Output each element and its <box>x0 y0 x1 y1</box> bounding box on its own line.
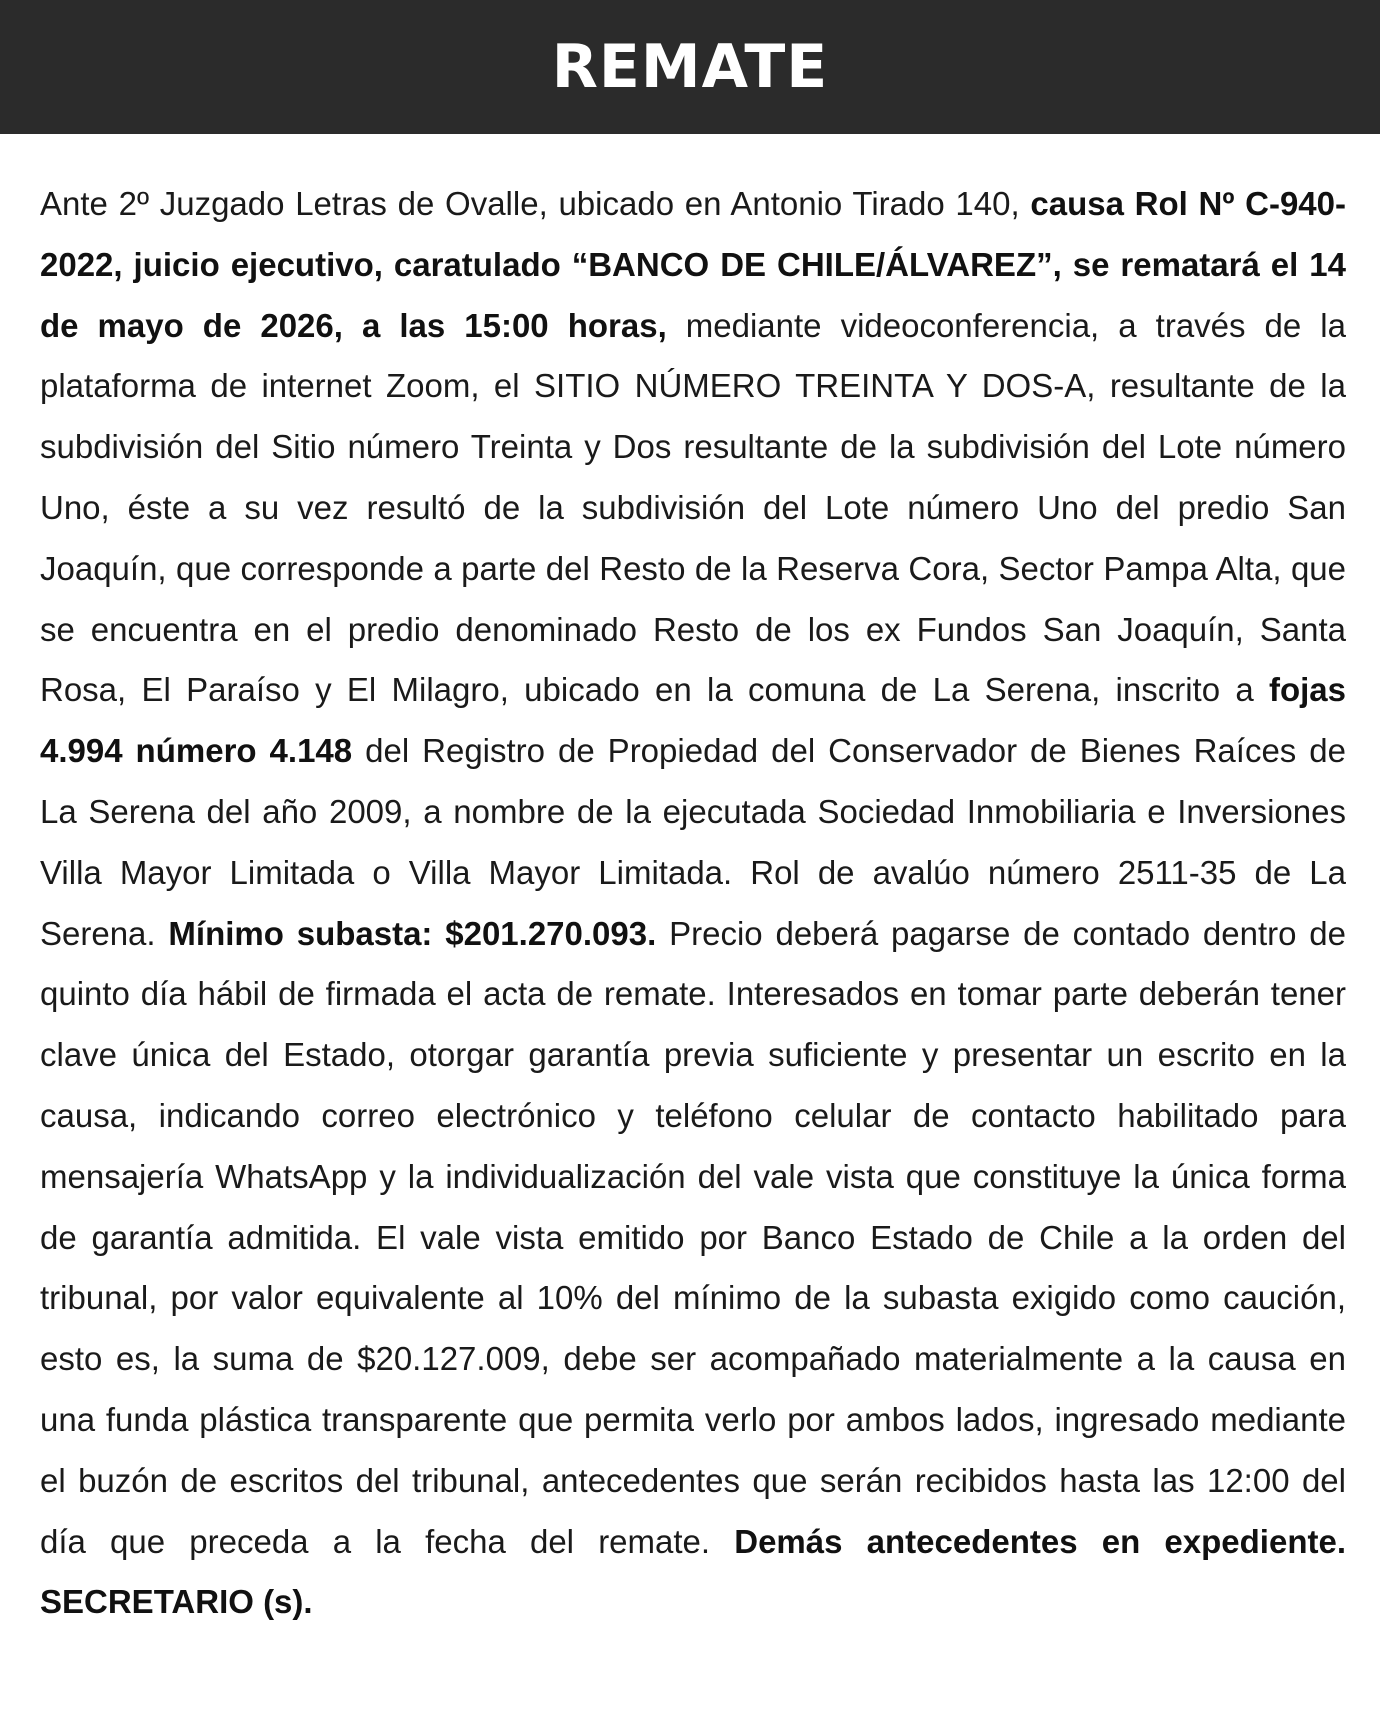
notice-text-registry: del Registro de Propiedad del Conservador de Bienes Raíces de La Serena del año 2009, a nombre de la ejecutada Sociedad Inmobiliaria e Inversiones Villa Mayor Limitada o Villa Mayor Limitada. Rol de avalúo número 2511-35 de La Serena. <box>40 732 1346 952</box>
notice-closing: Demás antecedentes en expediente. SECRETARIO (s). <box>40 1522 1346 1621</box>
header-bar <box>0 0 1380 134</box>
notice-text-intro: Ante 2º Juzgado Letras de Ovalle, ubicado en Antonio Tirado 140, <box>40 185 1031 222</box>
notice-text-conditions: Precio deberá pagarse de contado dentro de quinto día hábil de firmada el acta de remate. Interesados en tomar parte deberán tener clave única del Estado, otorgar garantía previa suficiente y presentar un escrito en la causa, indicando correo electrónico y teléfono celular de contacto habilitado para mensajería WhatsApp y la individualización del vale vista que constituye la única forma de garantía admitida. El vale vista emitido por Banco Estado de Chile a la orden del tribunal, por valor equivalente al 10% del mínimo de la subasta exigido como caución, esto es, la suma de $20.127.009, debe ser acompañado materialmente a la causa en una funda plástica transparente que permita verlo por ambos lados, ingresado mediante el buzón de escritos del tribunal, antecedentes que serán recibidos hasta las 12:00 del día que preceda a la fecha del remate. <box>40 914 1346 1560</box>
notice-text-property: mediante videoconferencia, a través de la plataforma de internet Zoom, el SITIO NÚMERO TREINTA Y DOS-A, resultante de la subdivisión del Sitio número Treinta y Dos resultante de la subdivisión del Lote número Uno, éste a su vez resultó de la subdivisión del Lote número Uno del predio San Joaquín, que corresponde a parte del Resto de la Reserva Cora, Sector Pampa Alta, que se encuentra en el predio denominado Resto de los ex Fundos San Joaquín, Santa Rosa, El Paraíso y El Milagro, ubicado en la comuna de La Serena, inscrito a <box>40 306 1346 709</box>
notice-case-details: causa Rol Nº C-940- 2022, juicio ejecutivo, caratulado “BANCO DE CHILE/ÁLVAREZ”, se rematará el 14 de mayo de 2026, a las 15:00 horas, <box>40 185 1346 344</box>
page-title: REMATE <box>551 32 829 102</box>
notice-minimum-bid: Mínimo subasta: $201.270.093. <box>168 914 657 952</box>
notice-body <box>40 174 1346 1633</box>
notice-registry-fojas: fojas 4.994 número 4.148 <box>40 671 1346 770</box>
